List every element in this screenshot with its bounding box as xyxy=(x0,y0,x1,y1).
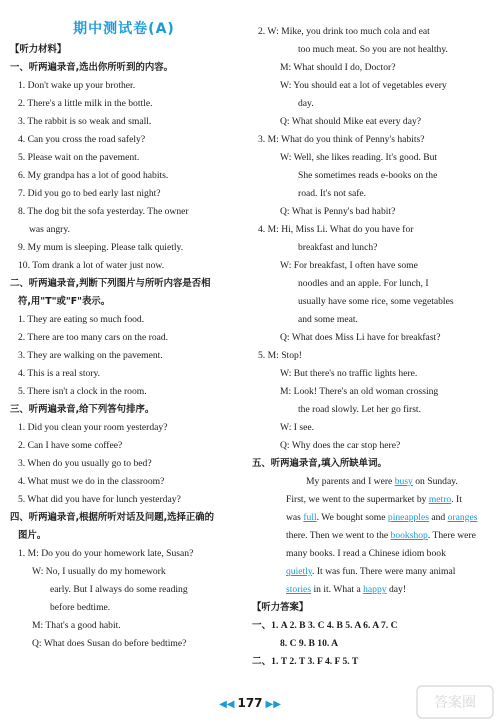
dialogue-line: noodles and an apple. For lunch, I xyxy=(298,278,429,289)
answer-word: happy xyxy=(363,584,387,595)
watermark-logo xyxy=(416,685,494,719)
dialogue-line: breakfast and lunch? xyxy=(298,242,378,253)
dialogue-line: day. xyxy=(298,98,314,109)
answer-word: quietly xyxy=(286,566,313,577)
answers-header: 【听力答案】 xyxy=(252,602,309,613)
section2-heading: 二、听两遍录音,判断下列图片与所听内容是否相 xyxy=(10,278,211,289)
list-item: 5. What did you have for lunch yesterday? xyxy=(18,494,181,505)
dialogue-line: Q: What does Miss Li have for breakfast? xyxy=(280,332,441,343)
list-item: 3. When do you usually go to bed? xyxy=(18,458,152,469)
material-header: 【听力材料】 xyxy=(10,44,67,55)
dialogue-line: before bedtime. xyxy=(50,602,111,613)
answer-row: 一、1. A 2. B 3. C 4. B 5. A 6. A 7. C xyxy=(252,620,398,631)
passage-text: day! xyxy=(386,584,407,595)
passage-line: many books. I read a Chinese idiom book xyxy=(286,548,446,559)
section4-heading-cont: 图片。 xyxy=(18,530,47,541)
dialogue-line: W: For breakfast, I often have some xyxy=(280,260,418,271)
dialogue-line: usually have some rice, some vegetables xyxy=(298,296,454,307)
dialogue-line: W: No, I usually do my homework xyxy=(32,566,166,577)
passage-line xyxy=(286,530,476,542)
dialogue-line: M: That's a good habit. xyxy=(32,620,121,631)
passage-text: My parents and I were xyxy=(306,476,395,487)
page-title: 期中测试卷(A) xyxy=(73,21,175,37)
answer-word: oranges xyxy=(447,512,478,523)
dialogue-line: the road slowly. Let her go first. xyxy=(298,404,421,415)
dialogue-line: W: You should eat a lot of vegetables every xyxy=(280,80,447,91)
answer-word: metro xyxy=(428,494,452,505)
list-item: 1. Don't wake up your brother. xyxy=(18,80,136,91)
dialogue-line: road. It's not safe. xyxy=(298,188,367,199)
list-item: 2. Can I have some coffee? xyxy=(18,440,123,451)
list-item: 4. What must we do in the classroom? xyxy=(18,476,165,487)
section5-heading: 五、听两遍录音,填入所缺单词。 xyxy=(252,458,387,469)
list-item: 2. There are too many cars on the road. xyxy=(18,332,169,343)
dialogue-line: W: I see. xyxy=(280,422,315,433)
dialogue-line: Q: What is Penny's bad habit? xyxy=(280,206,396,217)
section1-heading: 一、听两遍录音,选出你所听到的内容。 xyxy=(10,62,173,73)
dialogue-line: W: But there's no traffic lights here. xyxy=(280,368,418,379)
answer-word: pineapples xyxy=(387,512,429,523)
passage-text: there. Then we went to the xyxy=(286,530,391,541)
list-item: 9. My mum is sleeping. Please talk quietly. xyxy=(18,242,184,253)
list-item-continued: was angry. xyxy=(29,224,70,235)
passage-text: . It xyxy=(451,494,462,505)
passage-text: in it. What a xyxy=(311,584,364,595)
list-item: 5. There isn't a clock in the room. xyxy=(18,386,147,397)
page-number: 177 xyxy=(237,696,263,710)
dialogue-line: M: What should I do, Doctor? xyxy=(280,62,396,73)
passage-text: and xyxy=(428,512,448,523)
list-item: 6. My grandpa has a lot of good habits. xyxy=(18,170,169,181)
passage-text: First, we went to the supermarket by xyxy=(286,494,429,505)
prev-arrows-icon: ◀◀ xyxy=(219,699,235,710)
passage-text: was xyxy=(286,512,304,523)
dialogue-line: Q: What should Mike eat every day? xyxy=(280,116,422,127)
next-arrows-icon: ▶▶ xyxy=(265,699,281,710)
dialogue-line: 5. M: Stop! xyxy=(258,350,302,361)
watermark-text: 答案圈 xyxy=(434,695,476,711)
dialogue-line: She sometimes reads e-books on the xyxy=(298,170,438,181)
dialogue-line: 1. M: Do you do your homework late, Susan? xyxy=(18,548,194,559)
dialogue-line: Q: Why does the car stop here? xyxy=(280,440,401,451)
dialogue-line: early. But I always do some reading xyxy=(50,584,188,595)
passage-text: . There were xyxy=(427,530,476,541)
passage-text: on Sunday. xyxy=(412,476,458,487)
passage-line xyxy=(286,512,477,524)
answer-row: 二、1. T 2. T 3. F 4. F 5. T xyxy=(252,656,359,667)
dialogue-line: and some meat. xyxy=(298,314,358,325)
list-item: 8. The dog bit the sofa yesterday. The owner xyxy=(18,206,189,217)
passage-line xyxy=(286,494,462,506)
answer-word: full xyxy=(303,512,317,523)
list-item: 4. This is a real story. xyxy=(18,368,101,379)
list-item: 3. They are walking on the pavement. xyxy=(18,350,163,361)
list-item: 3. The rabbit is so weak and small. xyxy=(18,116,152,127)
answer-word: bookshop xyxy=(390,530,428,541)
dialogue-line: too much meat. So you are not healthy. xyxy=(298,44,448,55)
dialogue-line: 3. M: What do you think of Penny's habits? xyxy=(258,134,425,145)
list-item: 10. Tom drank a lot of water just now. xyxy=(18,260,165,271)
dialogue-line: Q: What does Susan do before bedtime? xyxy=(32,638,187,649)
section4-heading: 四、听两遍录音,根据所听对话及问题,选择正确的 xyxy=(10,512,214,523)
list-item: 5. Please wait on the pavement. xyxy=(18,152,140,163)
dialogue-line: M: Look! There's an old woman crossing xyxy=(280,386,439,397)
list-item: 2. There's a little milk in the bottle. xyxy=(18,98,153,109)
section2-heading-cont: 符,用"T"或"F"表示。 xyxy=(18,296,111,307)
list-item: 1. Did you clean your room yesterday? xyxy=(18,422,168,433)
passage-line xyxy=(286,566,455,578)
answer-word: stories xyxy=(286,584,312,595)
answer-row: 8. C 9. B 10. A xyxy=(280,638,339,649)
passage-text: . We bought some xyxy=(316,512,388,523)
dialogue-line: 4. M: Hi, Miss Li. What do you have for xyxy=(258,224,414,235)
passage-line xyxy=(286,584,406,596)
dialogue-line: W: Well, she likes reading. It's good. But xyxy=(280,152,438,163)
passage-text: . It was fun. There were many animal xyxy=(312,566,456,577)
list-item: 1. They are eating so much food. xyxy=(18,314,145,325)
answer-word: busy xyxy=(394,476,413,487)
dialogue-line: 2. W: Mike, you drink too much cola and eat xyxy=(258,26,430,37)
list-item: 4. Can you cross the road safely? xyxy=(18,134,146,145)
section3-heading: 三、听两遍录音,给下列答句排序。 xyxy=(10,404,155,415)
passage-line xyxy=(306,476,458,488)
list-item: 7. Did you go to bed early last night? xyxy=(18,188,161,199)
